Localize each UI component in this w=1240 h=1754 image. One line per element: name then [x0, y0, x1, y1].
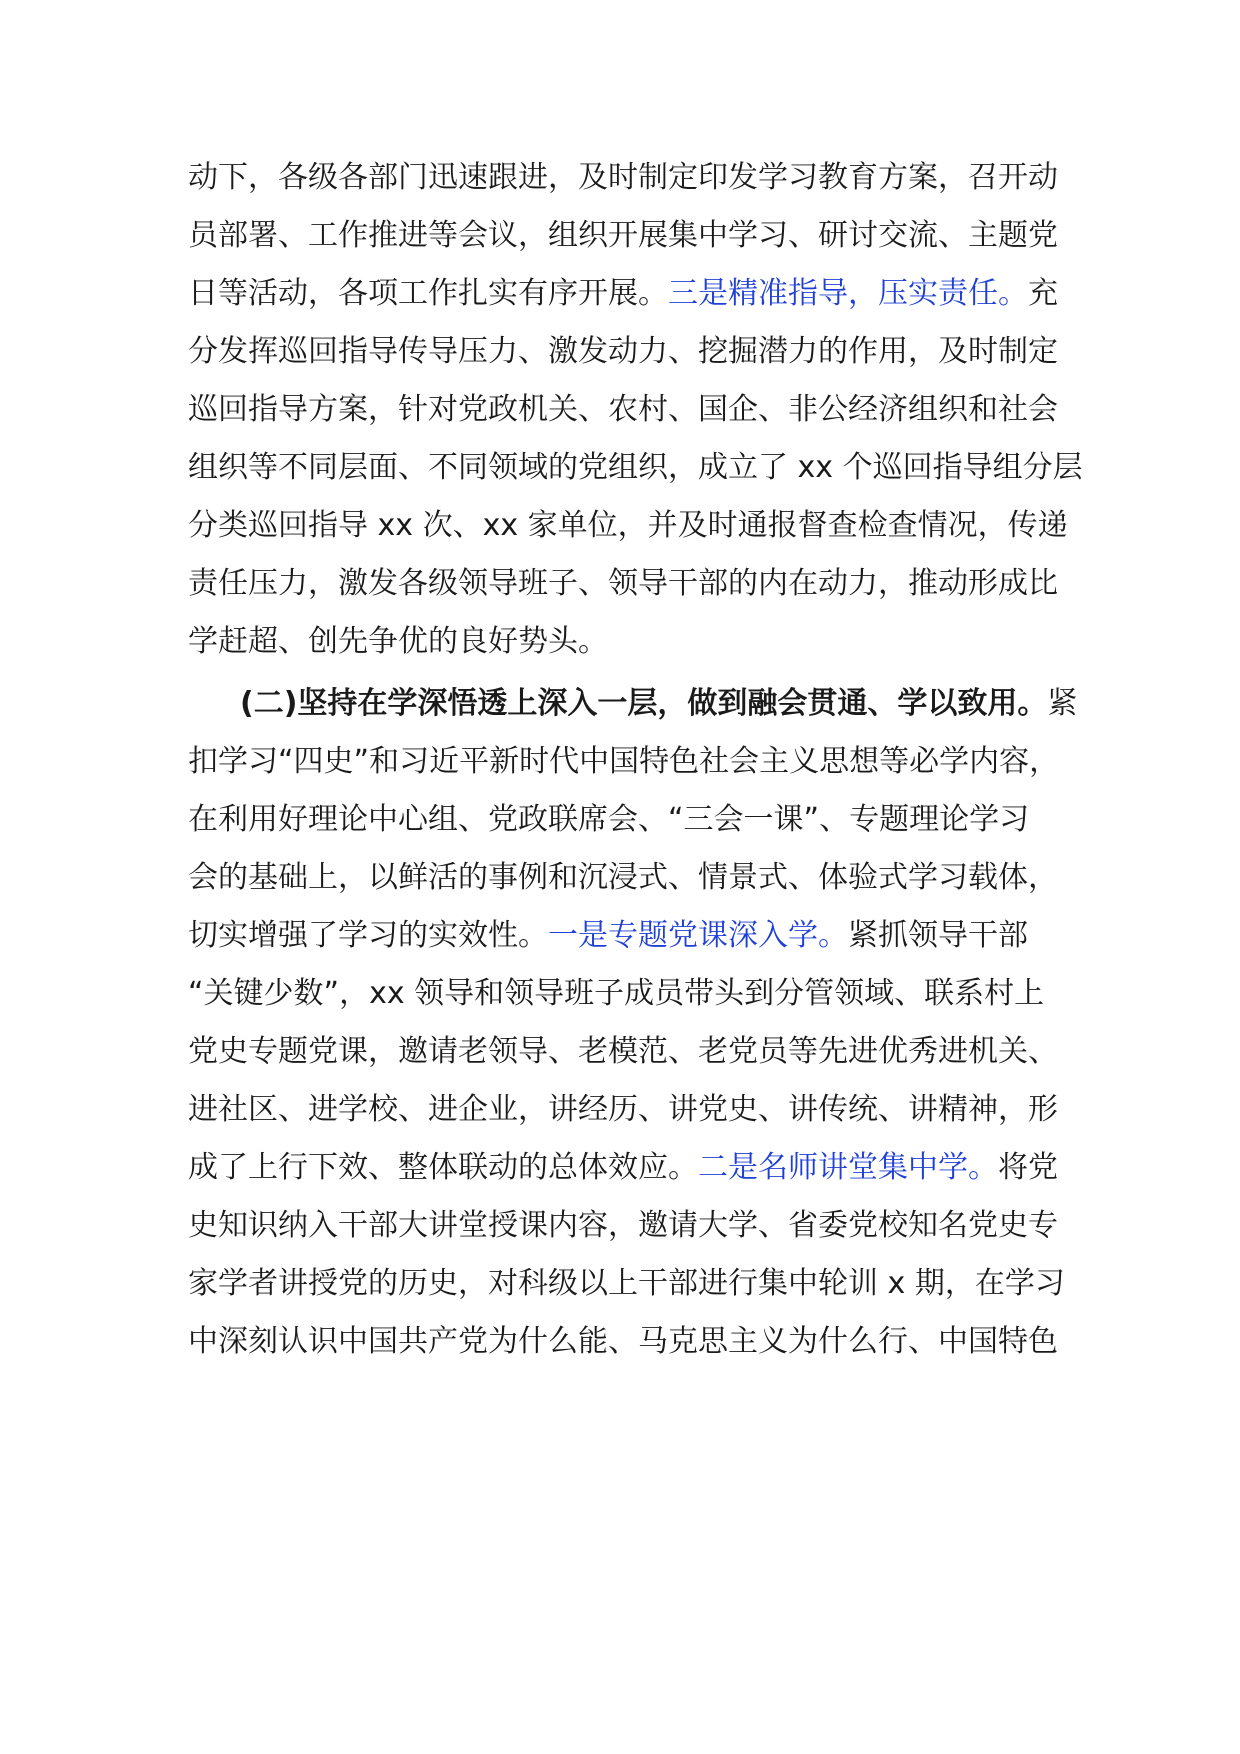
- text-line: [188, 506, 1068, 546]
- text-segment: 成了上行下效、整体联动的总体效应。: [188, 1150, 698, 1185]
- text-segment: 中深刻认识中国共产党为什么能、马克思主义为什么行、中国特色: [188, 1324, 1058, 1359]
- text-line: [188, 1148, 1058, 1188]
- text-line: [188, 274, 1058, 314]
- highlighted-phrase: 三是精准指导，压实责任。: [668, 276, 1028, 311]
- text-segment: 组织等不同层面、不同领域的党组织，成立了 xx 个巡回指导组分层: [188, 450, 1083, 485]
- text-segment: 学赶超、创先争优的良好势头。: [188, 624, 608, 659]
- text-segment: 切实增强了学习的实效性。: [188, 918, 548, 953]
- text-segment: 员部署、工作推进等会议，组织开展集中学习、研讨交流、主题党: [188, 218, 1058, 253]
- text-segment: 扣学习“四史”和习近平新时代中国特色社会主义思想等必学内容，: [188, 744, 1060, 779]
- text-segment: 会的基础上，以鲜活的事例和沉浸式、情景式、体验式学习载体，: [188, 860, 1058, 895]
- text-line: [188, 622, 608, 662]
- text-segment: 分发挥巡回指导传导压力、激发动力、挖掘潜力的作用，及时制定: [188, 334, 1058, 369]
- text-segment: 史知识纳入干部大讲堂授课内容，邀请大学、省委党校知名党史专: [188, 1208, 1058, 1243]
- text-line: [188, 1032, 1058, 1072]
- text-segment: 动下，各级各部门迅速跟进，及时制定印发学习教育方案，召开动: [188, 160, 1058, 195]
- text-segment: 党史专题党课，邀请老领导、老模范、老党员等先进优秀进机关、: [188, 1034, 1058, 1069]
- text-line: [188, 1090, 1058, 1130]
- text-segment: 紧抓领导干部: [848, 918, 1028, 953]
- text-line: [188, 858, 1058, 898]
- paragraph-heading-line: [240, 684, 1077, 724]
- text-line: [188, 800, 1029, 840]
- text-line: [188, 974, 1044, 1014]
- text-line: [188, 216, 1058, 256]
- text-line: [188, 564, 1058, 604]
- text-line: [188, 158, 1058, 198]
- text-segment: 将党: [998, 1150, 1058, 1185]
- text-segment: 紧: [1047, 686, 1078, 721]
- text-line: [188, 448, 1083, 488]
- text-line: [188, 742, 1059, 782]
- text-segment: 在利用好理论中心组、党政联席会、“三会一课”、专题理论学习: [188, 802, 1030, 837]
- text-line: [188, 332, 1058, 372]
- text-segment: 分类巡回指导 xx 次、xx 家单位，并及时通报督查检查情况，传递: [188, 508, 1068, 543]
- text-segment: 责任压力，激发各级领导班子、领导干部的内在动力，推动形成比: [188, 566, 1058, 601]
- highlighted-phrase: 二是名师讲堂集中学。: [698, 1150, 998, 1185]
- text-segment: 家学者讲授党的历史，对科级以上干部进行集中轮训 x 期，在学习: [188, 1266, 1065, 1301]
- text-line: [188, 1206, 1058, 1246]
- text-segment: “关键少数”，xx 领导和领导班子成员带头到分管领域、联系村上: [188, 976, 1045, 1011]
- text-segment: 巡回指导方案，针对党政机关、农村、国企、非公经济组织和社会: [188, 392, 1058, 427]
- text-segment: 进社区、进学校、进企业，讲经历、讲党史、讲传统、讲精神，形: [188, 1092, 1058, 1127]
- section-heading: (二)坚持在学深悟透上深入一层，做到融会贯通、学以致用。: [240, 686, 1048, 721]
- text-segment: 充: [1028, 276, 1058, 311]
- text-line: [188, 1322, 1058, 1362]
- text-line: [188, 916, 1028, 956]
- text-segment: 日等活动，各项工作扎实有序开展。: [188, 276, 668, 311]
- text-line: [188, 390, 1058, 430]
- highlighted-phrase: 一是专题党课深入学。: [548, 918, 848, 953]
- text-line: [188, 1264, 1065, 1304]
